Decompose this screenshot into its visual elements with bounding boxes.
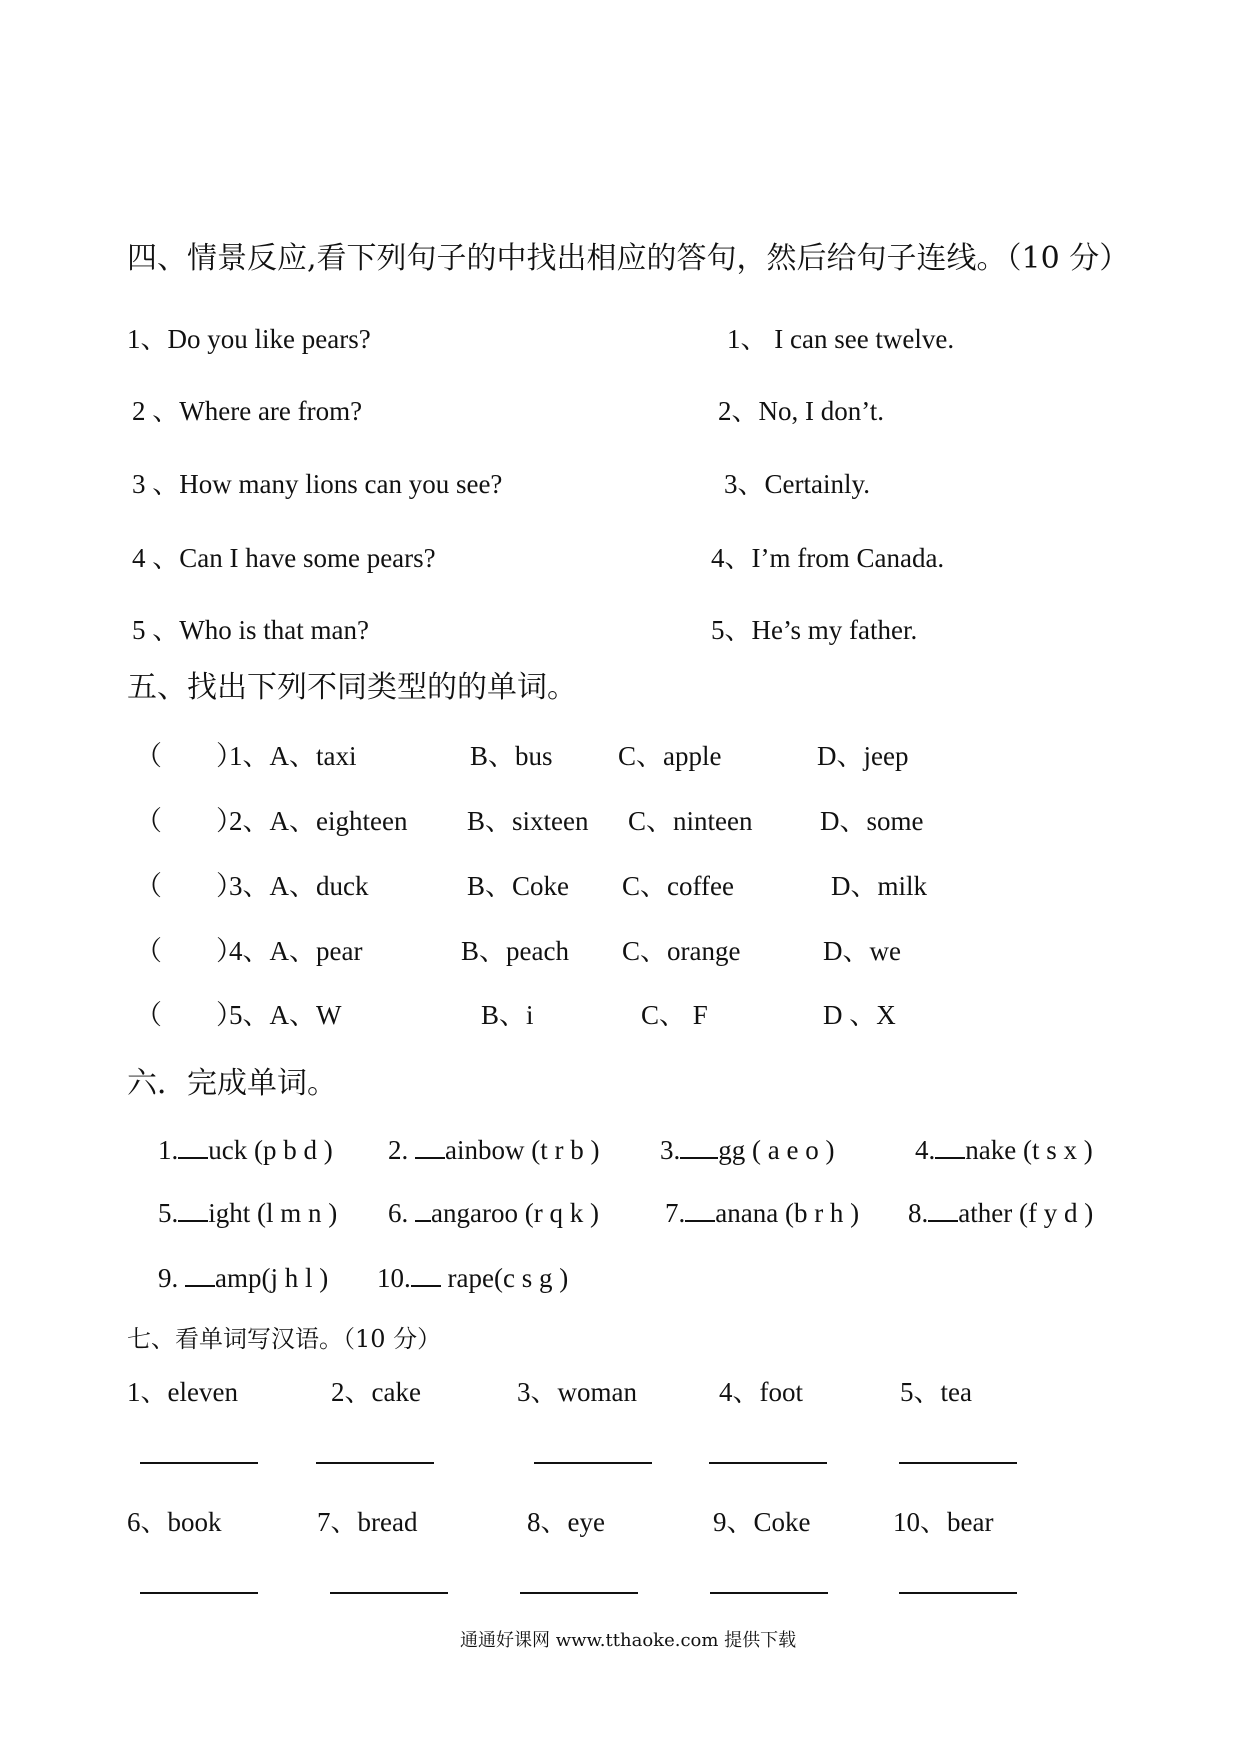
option-d: D、jeep bbox=[817, 741, 909, 771]
answer-3: 3、Certainly. bbox=[724, 469, 870, 499]
option-b: B、peach bbox=[461, 936, 569, 966]
answer-2: 2、No, I don’t. bbox=[718, 396, 884, 426]
answer-paren[interactable]: （ ） bbox=[135, 741, 243, 772]
answer-line-9[interactable] bbox=[710, 1592, 828, 1594]
answer-paren[interactable]: （ ） bbox=[135, 936, 243, 967]
blank[interactable] bbox=[928, 1200, 958, 1222]
complete-word-4: 4. nake (t s x ) bbox=[915, 1135, 1093, 1165]
option-c: C、ninteen bbox=[628, 806, 753, 836]
blank[interactable] bbox=[178, 1200, 208, 1222]
blank[interactable] bbox=[411, 1265, 441, 1287]
word-4: 4、foot bbox=[719, 1377, 803, 1407]
word-2: 2、cake bbox=[331, 1377, 421, 1407]
complete-word-7: 7. anana (b r h ) bbox=[665, 1198, 860, 1228]
option-c: C、orange bbox=[622, 936, 741, 966]
blank[interactable] bbox=[935, 1137, 965, 1159]
section-4-title: 四、情景反应,看下列句子的中找出相应的答句，然后给句子连线。（10 分） bbox=[127, 241, 1130, 276]
answer-line-4[interactable] bbox=[709, 1462, 827, 1464]
answer-line-5[interactable] bbox=[899, 1462, 1017, 1464]
option-a: 4、A、pear bbox=[229, 936, 363, 966]
option-b: B、sixteen bbox=[467, 806, 589, 836]
blank[interactable] bbox=[178, 1137, 208, 1159]
complete-word-3: 3. gg ( a e o ) bbox=[660, 1135, 835, 1165]
answer-paren[interactable]: （ ） bbox=[135, 871, 243, 902]
option-b: B、bus bbox=[470, 741, 553, 771]
question-2: 2 、Where are from? bbox=[132, 396, 363, 426]
blank[interactable] bbox=[185, 1265, 215, 1287]
question-1: 1、Do you like pears? bbox=[127, 324, 371, 354]
section-5-title: 五、找出下列不同类型的的单词。 bbox=[127, 670, 577, 705]
answer-line-6[interactable] bbox=[140, 1592, 258, 1594]
option-d: D、some bbox=[820, 806, 924, 836]
section-6-title: 六．完成单词。 bbox=[127, 1066, 337, 1101]
answer-line-3[interactable] bbox=[534, 1462, 652, 1464]
complete-word-8: 8. ather (f y d ) bbox=[908, 1198, 1094, 1228]
answer-1: 1、 I can see twelve. bbox=[727, 324, 955, 354]
answer-paren[interactable]: （ ） bbox=[135, 806, 243, 837]
answer-paren[interactable]: （ ） bbox=[135, 1000, 243, 1031]
option-b: B、i bbox=[481, 1000, 534, 1030]
complete-word-10: 10. rape(c s g ) bbox=[377, 1263, 569, 1293]
option-c: C、apple bbox=[618, 741, 722, 771]
word-10: 10、bear bbox=[893, 1507, 994, 1537]
answer-line-2[interactable] bbox=[316, 1462, 434, 1464]
section-7-title: 七、看单词写汉语。（10 分） bbox=[127, 1325, 442, 1353]
word-9: 9、Coke bbox=[713, 1507, 811, 1537]
page-footer: 通通好课网 www.tthaoke.com 提供下载 bbox=[460, 1630, 797, 1651]
blank[interactable] bbox=[680, 1137, 718, 1159]
blank[interactable] bbox=[685, 1200, 715, 1222]
option-a: 3、A、duck bbox=[229, 871, 369, 901]
option-b: B、Coke bbox=[467, 871, 570, 901]
question-3: 3 、How many lions can you see? bbox=[132, 469, 503, 499]
complete-word-5: 5. ight (l m n ) bbox=[158, 1198, 338, 1228]
word-8: 8、eye bbox=[527, 1507, 605, 1537]
answer-line-10[interactable] bbox=[899, 1592, 1017, 1594]
answer-5: 5、He’s my father. bbox=[711, 615, 918, 645]
answer-4: 4、I’m from Canada. bbox=[711, 543, 945, 573]
option-a: 1、A、taxi bbox=[229, 741, 357, 771]
complete-word-2: 2. ainbow (t r b ) bbox=[388, 1135, 600, 1165]
answer-line-1[interactable] bbox=[140, 1462, 258, 1464]
word-5: 5、tea bbox=[900, 1377, 972, 1407]
option-d: D、we bbox=[823, 936, 901, 966]
option-d: D、milk bbox=[831, 871, 928, 901]
word-3: 3、woman bbox=[517, 1377, 637, 1407]
question-5: 5 、Who is that man? bbox=[132, 615, 369, 645]
answer-line-7[interactable] bbox=[330, 1592, 448, 1594]
option-d: D 、X bbox=[823, 1000, 896, 1030]
complete-word-6: 6. angaroo (r q k ) bbox=[388, 1198, 599, 1228]
option-c: C、 F bbox=[641, 1000, 708, 1030]
word-1: 1、eleven bbox=[127, 1377, 238, 1407]
option-a: 2、A、eighteen bbox=[229, 806, 408, 836]
option-c: C、coffee bbox=[622, 871, 734, 901]
complete-word-1: 1. uck (p b d ) bbox=[158, 1135, 333, 1165]
word-7: 7、bread bbox=[317, 1507, 418, 1537]
complete-word-9: 9. amp(j h l ) bbox=[158, 1263, 329, 1293]
question-4: 4 、Can I have some pears? bbox=[132, 543, 436, 573]
blank[interactable] bbox=[415, 1137, 445, 1159]
option-a: 5、A、W bbox=[229, 1000, 342, 1030]
word-6: 6、book bbox=[127, 1507, 222, 1537]
blank[interactable] bbox=[415, 1200, 431, 1222]
answer-line-8[interactable] bbox=[520, 1592, 638, 1594]
